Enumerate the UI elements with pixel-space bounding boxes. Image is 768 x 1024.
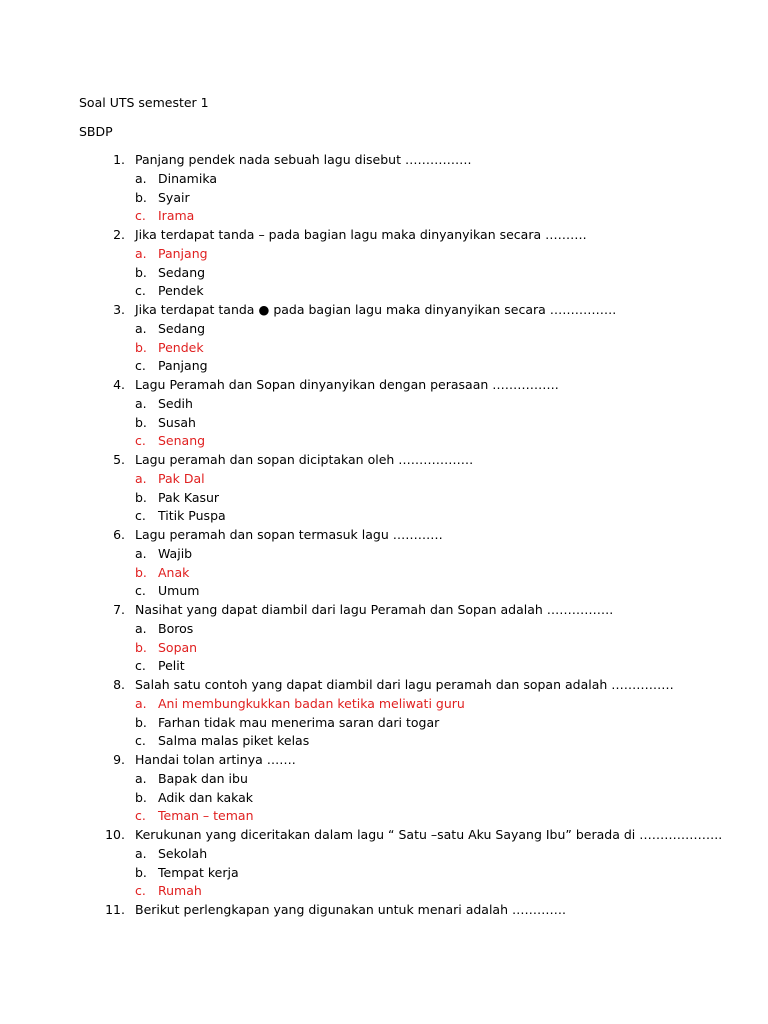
question-text: Kerukunan yang diceritakan dalam lagu “ Satu –satu Aku Sayang Ibu” berada di ……………….. [135,827,723,842]
question-item [0,676,768,751]
option-text: Sopan [158,639,198,655]
option-letter: b. [135,564,147,580]
option-text: Salma malas piket kelas [158,733,310,749]
option-text: Sedih [158,395,193,411]
option-letter: c. [135,883,146,899]
option-item-correct [0,245,768,264]
option-item [0,582,768,601]
question-number: 3. [113,302,125,317]
option-item [0,395,768,414]
option-list [0,695,768,751]
question-line [0,151,768,170]
option-item-correct [0,207,768,226]
option-letter: b. [135,189,147,205]
option-letter: b. [135,714,147,730]
option-text: Umum [158,583,200,599]
question-line [0,451,768,470]
question-line [0,601,768,620]
option-item [0,789,768,808]
option-text: Pelit [158,658,185,674]
document-title: Soal UTS semester 1 [79,95,209,110]
option-text: Adik dan kakak [158,789,254,805]
option-letter: c. [135,658,146,674]
option-list [0,470,768,526]
question-number: 4. [113,377,125,392]
option-item-correct [0,339,768,358]
option-list [0,320,768,376]
question-item [0,901,768,920]
option-text: Titik Puspa [158,508,226,524]
option-item-correct [0,470,768,489]
option-text: Farhan tidak mau menerima saran dari togar [158,714,440,730]
option-item-correct [0,807,768,826]
option-letter: c. [135,208,146,224]
question-line [0,751,768,770]
option-list [0,770,768,826]
option-item [0,620,768,639]
option-item [0,320,768,339]
option-item [0,264,768,283]
question-text: Lagu peramah dan sopan termasuk lagu ………… [135,527,443,542]
option-letter: b. [135,264,147,280]
question-text: Nasihat yang dapat diambil dari lagu Peramah dan Sopan adalah ……………. [135,602,614,617]
option-text: Pak Dal [158,470,205,486]
question-line [0,901,768,920]
option-letter: a. [135,620,147,636]
option-text: Bapak dan ibu [158,770,248,786]
option-item [0,770,768,789]
option-item [0,507,768,526]
option-item [0,189,768,208]
option-item [0,714,768,733]
option-letter: a. [135,845,147,861]
option-list [0,245,768,301]
option-list [0,170,768,226]
option-list [0,845,768,901]
option-item [0,489,768,508]
question-line [0,301,768,320]
question-line [0,526,768,545]
option-text: Sedang [158,264,206,280]
option-letter: c. [135,508,146,524]
option-letter: c. [135,358,146,374]
question-item [0,451,768,526]
question-item [0,151,768,226]
option-text: Senang [158,433,206,449]
question-number: 7. [113,602,125,617]
option-text: Teman – teman [158,808,254,824]
option-text: Pak Kasur [158,489,220,505]
question-line [0,376,768,395]
question-number: 11. [105,902,125,917]
question-text: Berikut perlengkapan yang digunakan untuk menari adalah …………. [135,902,566,917]
option-text: Susah [158,414,196,430]
option-item-correct [0,882,768,901]
question-text: Panjang pendek nada sebuah lagu disebut ……………. [135,152,472,167]
subject-heading: SBDP [79,124,113,139]
option-list [0,545,768,601]
option-item-correct [0,639,768,658]
option-letter: b. [135,339,147,355]
option-list [0,620,768,676]
option-text: Panjang [158,245,208,261]
option-text: Tempat kerja [158,864,239,880]
question-line [0,226,768,245]
question-item [0,826,768,901]
option-letter: a. [135,695,147,711]
question-text: Jika terdapat tanda – pada bagian lagu maka dinyanyikan secara ………. [135,227,587,242]
question-item [0,376,768,451]
option-letter: b. [135,639,147,655]
option-text: Dinamika [158,170,218,186]
option-list [0,395,768,451]
option-letter: b. [135,414,147,430]
option-item-correct [0,432,768,451]
option-item [0,170,768,189]
option-letter: c. [135,808,146,824]
option-letter: a. [135,470,147,486]
option-item-correct [0,695,768,714]
option-item [0,732,768,751]
option-text: Ani membungkukkan badan ketika meliwati guru [158,695,465,711]
question-text: Lagu peramah dan sopan diciptakan oleh ……………… [135,452,474,467]
option-text: Wajib [158,545,193,561]
question-line [0,676,768,695]
question-text: Jika terdapat tanda ● pada bagian lagu maka dinyanyikan secara ……………. [135,302,617,317]
question-text: Lagu Peramah dan Sopan dinyanyikan dengan perasaan ……………. [135,377,559,392]
option-letter: c. [135,283,146,299]
question-item [0,751,768,826]
option-text: Sekolah [158,845,208,861]
question-line [0,826,768,845]
option-letter: a. [135,170,147,186]
option-letter: b. [135,864,147,880]
option-text: Pendek [158,283,204,299]
option-item [0,545,768,564]
question-text: Salah satu contoh yang dapat diambil dari lagu peramah dan sopan adalah …………… [135,677,674,692]
option-text: Panjang [158,358,208,374]
option-letter: a. [135,245,147,261]
option-text: Anak [158,564,190,580]
option-letter: c. [135,433,146,449]
option-item-correct [0,564,768,583]
question-number: 1. [113,152,125,167]
option-letter: c. [135,583,146,599]
option-letter: a. [135,395,147,411]
option-letter: c. [135,733,146,749]
option-item [0,864,768,883]
question-number: 2. [113,227,125,242]
question-number: 6. [113,527,125,542]
option-text: Rumah [158,883,202,899]
question-number: 5. [113,452,125,467]
option-item [0,657,768,676]
option-item [0,414,768,433]
question-item [0,526,768,601]
option-text: Pendek [158,339,204,355]
question-number: 9. [113,752,125,767]
question-text: Handai tolan artinya ……. [135,752,296,767]
option-item [0,845,768,864]
option-letter: b. [135,489,147,505]
option-item [0,282,768,301]
question-item [0,226,768,301]
question-item [0,301,768,376]
option-text: Boros [158,620,194,636]
question-list [0,151,768,920]
option-letter: a. [135,320,147,336]
question-number: 8. [113,677,125,692]
option-text: Syair [158,189,190,205]
option-letter: b. [135,789,147,805]
option-item [0,357,768,376]
option-letter: a. [135,545,147,561]
option-text: Sedang [158,320,206,336]
question-number: 10. [105,827,125,842]
question-item [0,601,768,676]
option-text: Irama [158,208,195,224]
option-letter: a. [135,770,147,786]
